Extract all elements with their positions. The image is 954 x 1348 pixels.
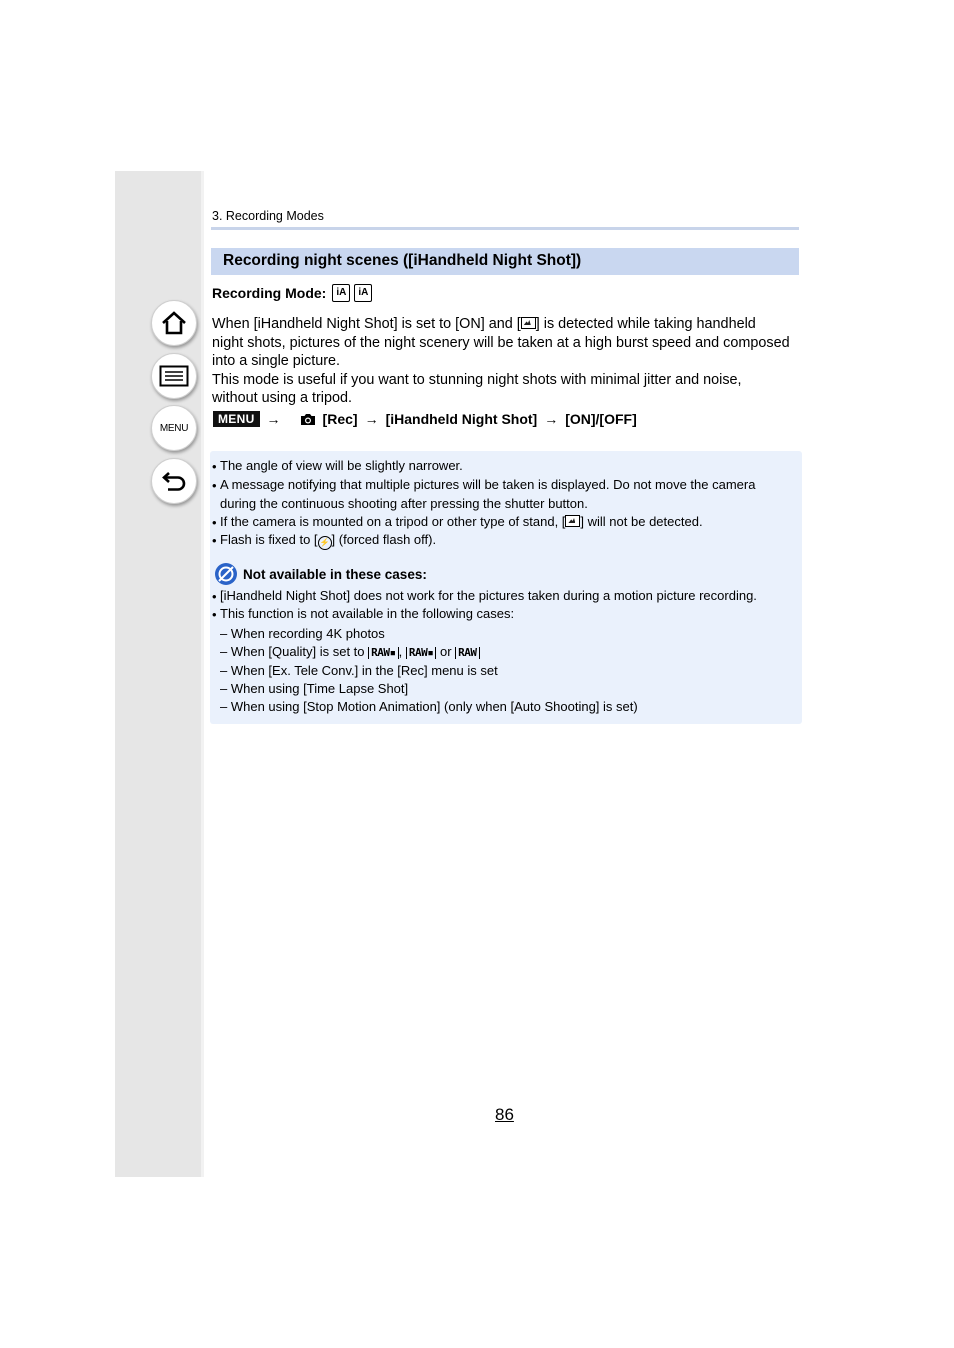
flash-off-icon: ⚡ [318,536,332,550]
raw-standard-chip: RAW▪ [406,647,437,659]
raw-fine-chip: RAW▪ [368,647,399,659]
sub-text: When [Ex. Tele Conv.] in the [Rec] menu is set [230,663,498,678]
sub-text: , [398,644,406,659]
page-number[interactable]: 86 [495,1105,514,1124]
na-bullet-2: This function is not available in the following cases: [220,606,515,621]
header-rule [211,227,799,230]
dash: – [220,644,228,659]
na-sub-3 [220,663,498,678]
note-text-line: ] (forced flash off). [331,532,437,547]
recording-mode-label: Recording Mode: [212,285,327,301]
not-available-icon [214,562,238,586]
bullet: • [212,515,217,530]
body-text: night shots, pictures of the night scenery will be taken at a high burst speed and composed [212,334,790,351]
menu-rec: [Rec] [322,411,358,427]
back-button[interactable] [151,458,197,504]
intelligent-auto-plus-icon: iA [354,284,372,302]
recording-mode [212,284,372,302]
body-text: into a single picture. [212,353,340,369]
body-text: This mode is useful if you want to stunning night shots with minimal jitter and noise, [212,371,742,388]
note-2 [220,476,795,513]
breadcrumb: 3. Recording Modes [212,209,324,223]
sidebar-edge [201,171,204,1177]
camera-icon [300,413,316,426]
note-text-line: Flash is fixed to [ [220,532,318,547]
na-sub-4 [220,681,408,696]
back-icon [160,468,188,494]
arrow: → [266,411,281,427]
sub-text: When using [Time Lapse Shot] [230,681,409,696]
intelligent-auto-icon: iA [332,284,350,302]
menu-icon: MENU [159,422,189,434]
section-title-bar [211,248,799,275]
not-available-title: Not available in these cases: [243,566,427,582]
handheld-night-scene-icon [565,515,580,527]
note-text-line: ] will not be detected. [580,514,703,529]
body-text: ] is detected while taking handheld [535,316,756,332]
na-sub-2 [220,644,480,659]
bullet: • [212,478,217,493]
sub-text: When using [Stop Motion Animation] (only when [Auto Shooting] is set) [230,699,638,714]
menu-button[interactable] [151,405,197,451]
body-text: When [iHandheld Night Shot] is set to [ON] and [ [212,316,521,332]
not-available-heading [214,562,427,586]
na-sub-1 [220,626,385,641]
note-3 [220,513,795,532]
na-sub-5 [220,699,638,714]
dash: – [220,699,228,714]
note-text-line: If the camera is mounted on a tripod or other type of stand, [ [220,514,566,529]
menu-path [213,411,637,427]
dash: – [220,626,228,641]
dash: – [220,663,228,678]
note-text-line: A message notifying that multiple pictures will be taken is displayed. Do not move the camera [220,477,756,492]
contents-button[interactable] [151,353,197,399]
menu-badge: MENU [213,411,260,427]
handheld-night-scene-icon [521,317,536,329]
bullet: • [212,589,217,604]
note-text-line: during the continuous shooting after pressing the shutter button. [220,495,588,511]
na-bullet-1: [iHandheld Night Shot] does not work for the pictures taken during a motion picture recording. [220,588,757,603]
menu-item: [iHandheld Night Shot] [385,411,538,427]
home-button[interactable] [151,300,197,346]
contents-list-icon [159,365,189,387]
arrow: → [364,411,379,427]
raw-chip: RAW [455,647,479,659]
body-text: without using a tripod. [212,390,352,406]
section-title: Recording night scenes ([iHandheld Night Shot]) [223,252,582,269]
dash: – [220,681,228,696]
intro-paragraph [212,315,802,408]
home-icon [160,310,188,336]
bullet: • [212,533,217,548]
sub-text: or [436,644,456,659]
arrow: → [544,411,559,427]
sub-text: When [Quality] is set to [230,644,369,659]
note-1: The angle of view will be slightly narrower. [220,458,463,473]
menu-options: [ON]/[OFF] [565,411,637,427]
bullet: • [212,459,217,474]
note-4 [220,531,795,550]
sub-text: When recording 4K photos [230,626,385,641]
bullet: • [212,607,217,622]
